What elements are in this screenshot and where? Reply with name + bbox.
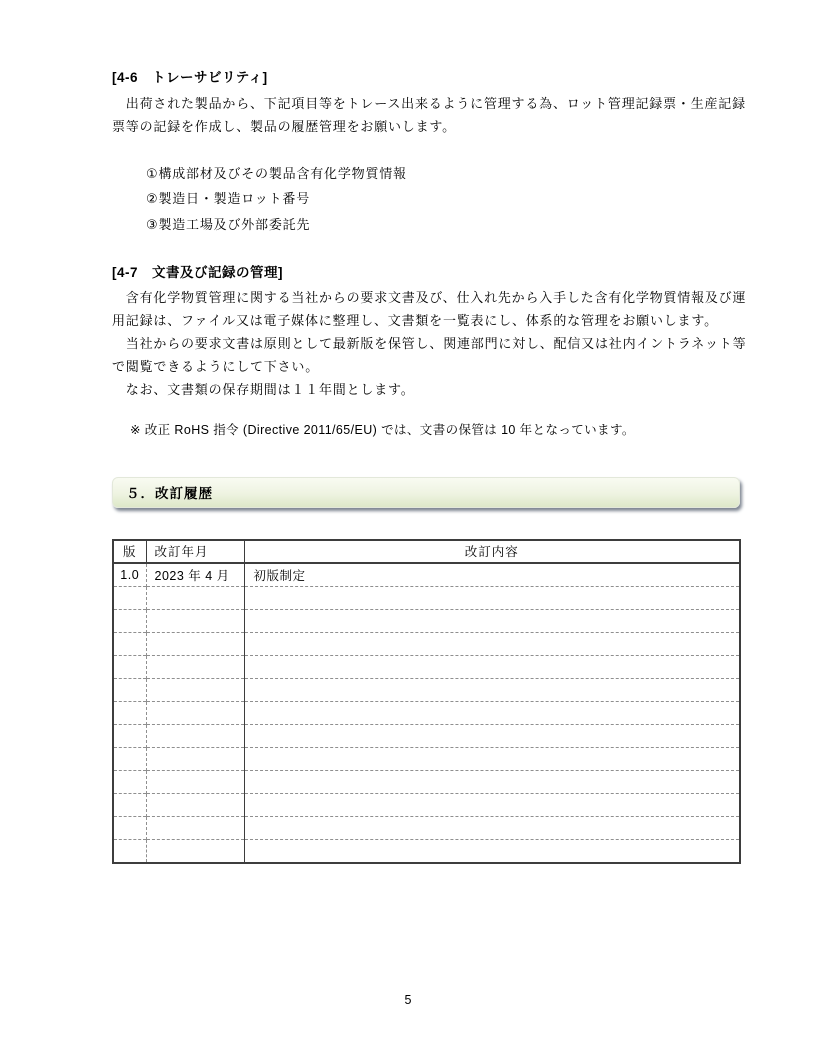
cell-revision-date xyxy=(146,678,244,701)
table-row xyxy=(113,701,740,724)
cell-revision-date xyxy=(146,839,244,863)
body-text-line: 用記録は、ファイル又は電子媒体に整理し、文書類を一覧表にし、体系的な管理をお願いします。 xyxy=(112,312,718,328)
cell-revision-content xyxy=(244,701,740,724)
cell-revision-date xyxy=(146,770,244,793)
numbered-list-item: ③製造工場及び外部委託先 xyxy=(146,216,311,232)
table-row xyxy=(113,632,740,655)
cell-revision-date xyxy=(146,655,244,678)
cell-version: 1.0 xyxy=(113,563,146,587)
cell-revision-date xyxy=(146,793,244,816)
table-row xyxy=(113,839,740,863)
revision-history-heading: ５．改訂履歴 xyxy=(126,486,213,502)
numbered-list-item: ①構成部材及びその製品含有化学物質情報 xyxy=(146,166,407,181)
table-row xyxy=(113,816,740,839)
revision-history-banner xyxy=(112,477,740,508)
section-revision-history xyxy=(112,477,760,864)
column-header-version: 版 xyxy=(113,540,146,563)
cell-revision-date xyxy=(146,701,244,724)
body-text-line: 出荷された製品から、下記項目等をトレース出来るように管理する為、ロット管理記録票・生産記録 xyxy=(112,96,746,111)
cell-revision-date xyxy=(146,586,244,609)
cell-revision-date xyxy=(146,724,244,747)
cell-revision-content xyxy=(244,678,740,701)
traceability-item-list xyxy=(146,161,760,237)
column-header-revision-date: 改訂年月 xyxy=(146,540,244,563)
page-footer xyxy=(0,993,816,1007)
cell-version xyxy=(113,586,146,609)
cell-revision-date: 2023 年 4 月 xyxy=(146,563,244,587)
cell-revision-content xyxy=(244,632,740,655)
table-row xyxy=(113,563,740,587)
table-row xyxy=(113,586,740,609)
table-row xyxy=(113,793,740,816)
cell-revision-date xyxy=(146,816,244,839)
cell-version xyxy=(113,839,146,863)
section-traceability xyxy=(112,69,760,237)
section-document-records-heading: [4-7 文書及び記録の管理] xyxy=(112,264,284,280)
section-traceability-body xyxy=(112,92,760,138)
cell-version xyxy=(113,701,146,724)
cell-revision-date xyxy=(146,747,244,770)
rohs-note: ※ 改正 RoHS 指令 (Directive 2011/65/EU) では、文書の保管は 10 年となっています。 xyxy=(130,422,635,437)
cell-revision-content xyxy=(244,609,740,632)
table-row xyxy=(113,678,740,701)
cell-revision-content: 初版制定 xyxy=(244,563,740,587)
table-row xyxy=(113,747,740,770)
body-text-line: で閲覧できるようにして下さい。 xyxy=(112,358,320,374)
cell-version xyxy=(113,609,146,632)
body-text-line: なお、文書類の保存期間は１１年間とします。 xyxy=(112,381,415,397)
body-text-line: 含有化学物質管理に関する当社からの要求文書及び、仕入れ先から入手した含有化学物質情報及び運 xyxy=(112,289,747,305)
cell-revision-content xyxy=(244,655,740,678)
cell-version xyxy=(113,678,146,701)
cell-revision-content xyxy=(244,747,740,770)
cell-revision-date xyxy=(146,609,244,632)
page-number: 5 xyxy=(404,993,412,1007)
cell-revision-content xyxy=(244,586,740,609)
cell-revision-date xyxy=(146,632,244,655)
table-row xyxy=(113,655,740,678)
cell-revision-content xyxy=(244,816,740,839)
revision-table-header xyxy=(113,540,740,563)
numbered-list-item: ②製造日・製造ロット番号 xyxy=(146,191,310,207)
cell-version xyxy=(113,770,146,793)
section-traceability-heading: [4-6 トレーサビリティ] xyxy=(112,70,268,85)
table-row xyxy=(113,724,740,747)
cell-revision-content xyxy=(244,770,740,793)
revision-history-table xyxy=(112,539,741,864)
section-document-records-body xyxy=(112,286,760,401)
body-text-line: 票等の記録を作成し、製品の履歴管理をお願いします。 xyxy=(112,119,456,134)
cell-version xyxy=(113,632,146,655)
column-header-revision-content: 改訂内容 xyxy=(244,540,740,563)
body-text-line: 当社からの要求文書は原則として最新版を保管し、関連部門に対し、配信又は社内イントラネット等 xyxy=(112,335,747,351)
revision-table-body xyxy=(113,563,740,863)
table-row xyxy=(113,609,740,632)
cell-version xyxy=(113,724,146,747)
cell-version xyxy=(113,816,146,839)
table-row xyxy=(113,770,740,793)
cell-version xyxy=(113,655,146,678)
cell-revision-content xyxy=(244,724,740,747)
cell-version xyxy=(113,793,146,816)
cell-revision-content xyxy=(244,839,740,863)
section-document-records xyxy=(112,264,760,439)
cell-version xyxy=(113,747,146,770)
revision-table-header-row xyxy=(113,540,740,563)
cell-revision-content xyxy=(244,793,740,816)
